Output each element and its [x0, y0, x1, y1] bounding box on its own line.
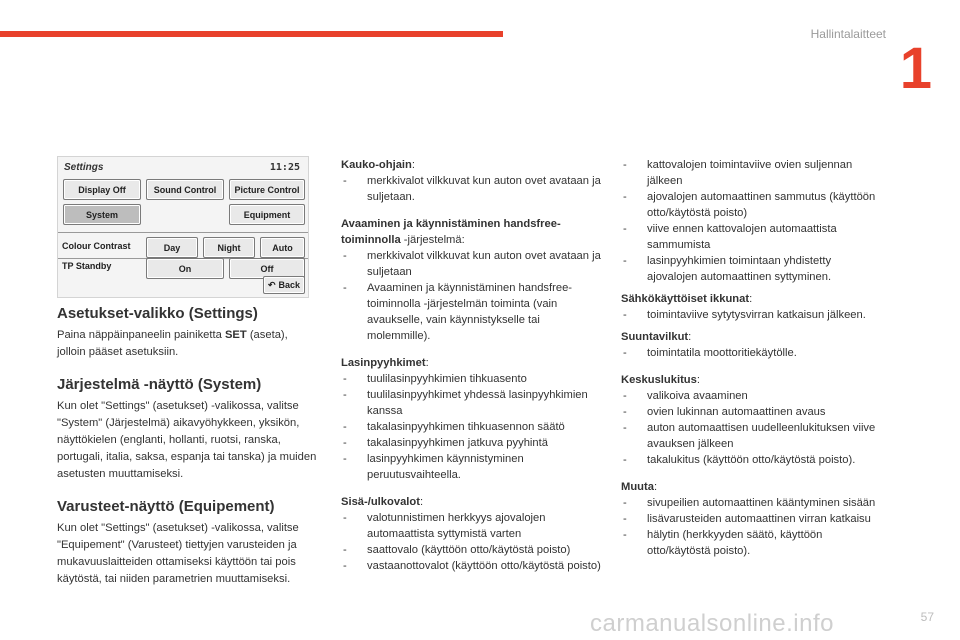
page-number: 57	[920, 610, 934, 624]
system-paragraph: Kun olet "Settings" (asetukset) -valikossa, valitse "System" (Järjestelmä) aikavyöhykkeen, yksikön, näyttökielen (englanti, hollanti, ruotsi, ranska, portugali, italia, saksa, espanja tai tanska) ja muiden asetusten muuttamiseksi.	[57, 400, 317, 480]
section-heading: Muuta:	[621, 481, 658, 493]
divider	[58, 232, 308, 233]
kauko-heading: Kauko-ohjain	[341, 159, 412, 171]
settings-screen-illustration	[57, 156, 309, 298]
list-item: - merkkivalot vilkkuvat kun auton ovet avataan ja suljetaan	[341, 248, 603, 280]
list-item: - valikoiva avaaminen	[621, 388, 883, 404]
list-item: - merkkivalot vilkkuvat kun auton ovet avataan ja suljetaan.	[341, 173, 603, 205]
header-accent-bar	[0, 31, 503, 37]
list-item: - lisävarusteiden automaattinen virran katkaisu	[621, 511, 883, 527]
off-button[interactable]: Off	[229, 258, 305, 279]
night-button[interactable]: Night	[203, 237, 255, 258]
colour-contrast-label: Colour Contrast	[62, 241, 131, 251]
list-item: - lasinpyyhkimien toimintaan yhdistetty ajovalojen automaattinen syttyminen.	[621, 253, 883, 285]
keskuslukitus-heading: Keskuslukitus	[621, 374, 697, 386]
section-heading: Keskuslukitus:	[621, 374, 700, 386]
auto-button[interactable]: Auto	[260, 237, 305, 258]
display-off-button[interactable]: Display Off	[63, 179, 141, 200]
list-item: - takalasinpyyhkimen jatkuva pyyhintä	[341, 435, 603, 451]
lasinpyyhkimet-heading: Lasinpyyhkimet	[341, 357, 426, 369]
muuta-list	[621, 495, 883, 559]
section-heading: Lasinpyyhkimet:	[341, 357, 429, 369]
sisa-ulkovalot-list	[341, 510, 603, 574]
section-heading	[341, 216, 603, 248]
avaaminen-list	[341, 248, 603, 344]
section-heading: Kauko-ohjain:	[341, 159, 415, 171]
list-item: - takalukitus (käyttöön otto/käytöstä poisto).	[621, 452, 883, 468]
list-item: - hälytin (herkkyyden säätö, käyttöön otto/käytöstä poisto).	[621, 527, 883, 559]
list-item: - Avaaminen ja käynnistäminen handsfree-toiminnolla -järjestelmän toiminta (vain avaukselle, vain käynnistykselle tai molemmille).	[341, 280, 603, 344]
list-item: - ovien lukinnan automaattinen avaus	[621, 404, 883, 420]
right-column	[621, 157, 883, 559]
screen-clock: 11:25	[269, 162, 300, 173]
list-item: - sivupeilien automaattinen kääntyminen sisään	[621, 495, 883, 511]
keskuslukitus-list	[621, 388, 883, 468]
list-item: - viive ennen kattovalojen automaattista sammumista	[621, 221, 883, 253]
list-item: - ajovalojen automaattinen sammutus (käyttöön otto/käytöstä poisto)	[621, 189, 883, 221]
avaaminen-heading: Avaaminen ja käynnistäminen handsfree-toiminnolla	[341, 218, 561, 246]
tp-standby-label: TP Standby	[62, 261, 112, 271]
suuntavilkut-heading: Suuntavilkut	[621, 331, 689, 343]
section-heading: Sisä-/ulkovalot:	[341, 496, 424, 508]
sahkoikkunat-list	[621, 307, 883, 323]
suuntavilkut-list	[621, 345, 883, 361]
list-item: - kattovalojen toimintaviive ovien suljennan jälkeen	[621, 157, 883, 189]
equipement-paragraph: Kun olet "Settings" (asetukset) -valikossa, valitse "Equipement" (Varusteet) tiettyjen varusteiden ja mukavuuslaitteiden ottamiseksi käyttöön tai pois käytöstä, tai niiden parametrien muuttamiseksi.	[57, 522, 299, 585]
list-item: - vastaanottovalot (käyttöön otto/käytöstä poisto)	[341, 558, 603, 574]
sound-control-button[interactable]: Sound Control	[146, 179, 224, 200]
list-item: - tuulilasinpyyhkimien tihkuasento	[341, 371, 603, 387]
list-item: - saattovalo (käyttöön otto/käytöstä poisto)	[341, 542, 603, 558]
section-heading: Sähkökäyttöiset ikkunat:	[621, 293, 753, 305]
system-heading: Järjestelmä -näyttö (System)	[57, 376, 262, 393]
system-button[interactable]: System	[63, 204, 141, 225]
section-heading: Suuntavilkut:	[621, 331, 692, 343]
settings-text-pre: Paina näppäinpaneelin painiketta	[57, 329, 225, 341]
equipment-button[interactable]: Equipment	[229, 204, 305, 225]
list-item: - toimintatila moottoritiekäytölle.	[621, 345, 883, 361]
screen-title: Settings	[64, 162, 104, 173]
list-item: - toimintaviive sytytysvirran katkaisun jälkeen.	[621, 307, 883, 323]
list-item: - tuulilasinpyyhkimet yhdessä lasinpyyhkimien kanssa	[341, 387, 603, 419]
settings-paragraph	[57, 327, 319, 361]
settings-heading: Asetukset-valikko (Settings)	[57, 305, 258, 322]
middle-column	[341, 157, 603, 574]
back-label: Back	[278, 280, 301, 290]
lasinpyyhkimet-list	[341, 371, 603, 483]
watermark: carmanualsonline.info	[590, 610, 834, 637]
avaaminen-suffix: -järjestelmä:	[400, 234, 465, 246]
muuta-heading: Muuta	[621, 481, 654, 493]
chapter-number: 1	[899, 36, 932, 101]
list-item: - valotunnistimen herkkyys ajovalojen automaattista syttymistä varten	[341, 510, 603, 542]
list-item: - takalasinpyyhkimen tihkuasennon säätö	[341, 419, 603, 435]
list-item: - lasinpyyhkimen käynnistyminen peruutusvaihteella.	[341, 451, 603, 483]
day-button[interactable]: Day	[146, 237, 198, 258]
settings-text-post: (aseta), jolloin pääset asetuksiin.	[57, 329, 288, 358]
picture-control-button[interactable]: Picture Control	[229, 179, 305, 200]
kauko-list	[341, 173, 603, 205]
set-key-label: SET	[224, 329, 247, 341]
on-button[interactable]: On	[146, 258, 224, 279]
equipement-heading: Varusteet-näyttö (Equipement)	[57, 498, 275, 515]
back-arrow-icon: ↶	[267, 279, 276, 290]
back-button[interactable]	[263, 276, 305, 294]
lighting-list	[621, 157, 883, 285]
section-title: Hallintalaitteet	[810, 27, 886, 41]
list-item: - auton automaattisen uudelleenlukituksen viive avauksen jälkeen	[621, 420, 883, 452]
sisa-ulkovalot-heading: Sisä-/ulkovalot	[341, 496, 420, 508]
sahkoikkunat-heading: Sähkökäyttöiset ikkunat	[621, 293, 750, 305]
